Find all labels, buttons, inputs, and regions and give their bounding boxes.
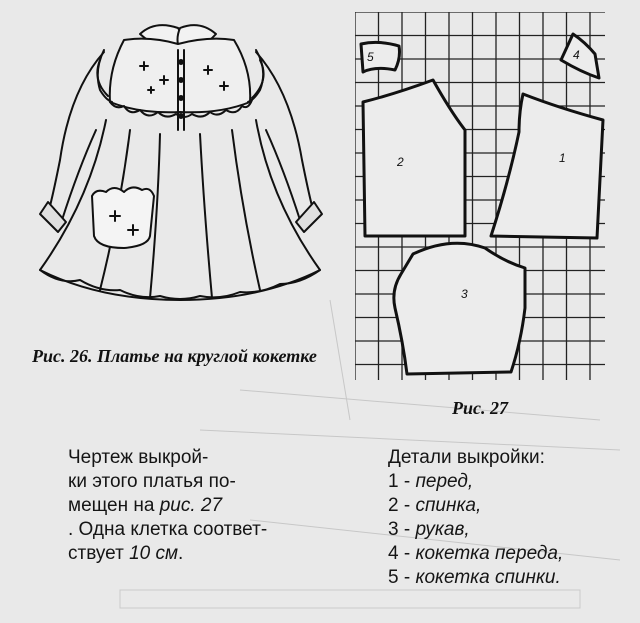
piece-label-4: 4	[573, 48, 580, 62]
pattern-piece-2	[363, 80, 465, 236]
figure-26-caption-prefix: Рис. 26.	[32, 346, 93, 366]
instructions-line-5: ствует 10 см.	[68, 543, 184, 564]
parts-item-5: 5 - кокетка спинки.	[388, 567, 561, 588]
dress-illustration	[20, 10, 350, 310]
figure-26-caption-text: Платье на круглой кокетке	[97, 346, 317, 366]
figure-27-caption: Рис. 27	[452, 398, 508, 418]
piece-label-2: 2	[397, 155, 404, 169]
figure-26-caption	[32, 346, 317, 367]
pattern-piece-3	[394, 243, 525, 374]
instructions-line-3: мещен на рис. 27	[68, 495, 223, 516]
parts-item-3: 3 - рукав,	[388, 519, 470, 540]
instructions-line-4: . Одна клетка соответ-	[68, 519, 268, 540]
piece-label-1: 1	[559, 151, 566, 165]
parts-item-4: 4 - кокетка переда,	[388, 543, 564, 564]
parts-title: Детали выкройки:	[388, 447, 545, 468]
pattern-grid	[355, 12, 627, 382]
piece-label-5: 5	[367, 50, 374, 64]
parts-item-1: 1 - перед,	[388, 471, 474, 492]
instructions-line-2: ки этого платья по-	[68, 471, 236, 492]
pattern-parts-list	[388, 446, 628, 590]
parts-item-2: 2 - спинка,	[388, 495, 482, 516]
instructions-line-1: Чертеж выкрой-	[68, 447, 209, 468]
pattern-piece-1	[491, 94, 603, 238]
instructions-text	[68, 446, 268, 566]
piece-label-3: 3	[461, 287, 468, 301]
